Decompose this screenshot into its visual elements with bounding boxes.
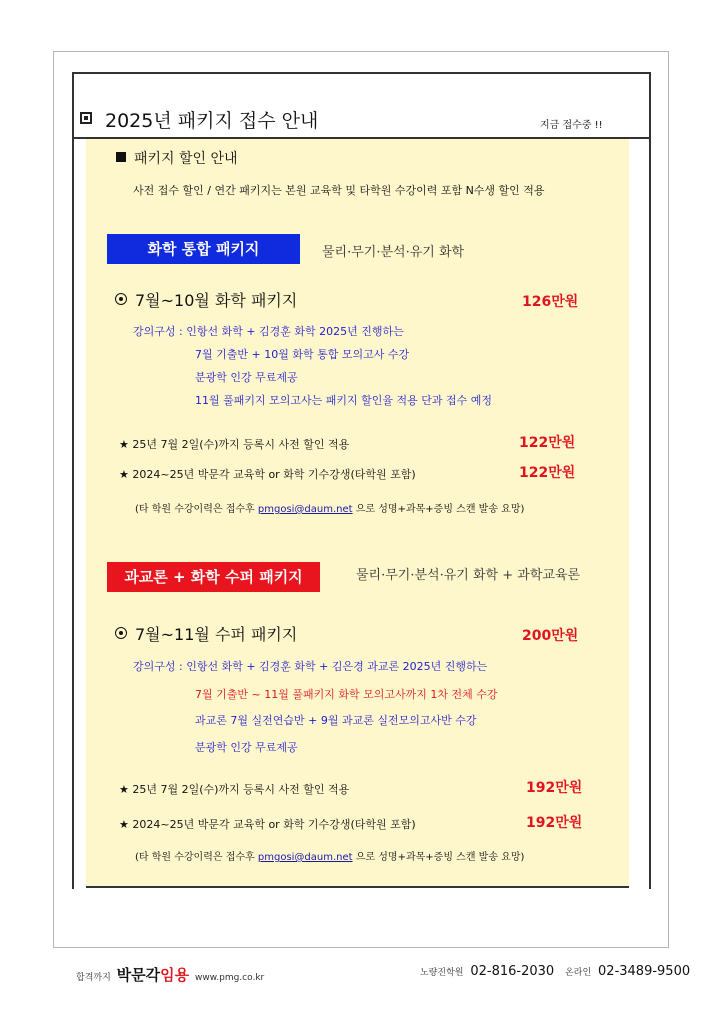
package2-banner: 과교론 + 화학 수퍼 패키지 bbox=[107, 562, 320, 592]
brand-logo bbox=[117, 966, 189, 984]
package1-line-1: 강의구성 : 인항선 화학 + 김경훈 화학 2025년 진행하는 bbox=[133, 325, 404, 338]
header-divider bbox=[72, 137, 651, 139]
package1-discount-2: ★ 2024~25년 박문각 교육학 or 화학 기수강생(타학원 포함) bbox=[119, 468, 416, 481]
package2-line-4: 분광학 인강 무료제공 bbox=[195, 741, 298, 754]
footer-url[interactable]: www.pmg.co.kr bbox=[195, 973, 265, 983]
package1-note bbox=[135, 500, 524, 515]
bottom-divider bbox=[86, 886, 629, 888]
discount-description: 사전 접수 할인 / 연간 패키지는 본원 교육학 및 타학원 수강이력 포함 N수생 할인 적용 bbox=[133, 184, 545, 197]
package2-line-2: 7월 기출반 ~ 11월 풀패키지 화학 모의고사까지 1차 전체 수강 bbox=[195, 688, 498, 701]
package1-line-4: 11월 풀패키지 모의고사는 패키지 할인율 적용 단과 접수 예정 bbox=[195, 394, 492, 407]
radio-bullet-icon bbox=[115, 627, 127, 639]
package1-line-2: 7월 기출반 + 10월 화학 통합 모의고사 수강 bbox=[195, 348, 410, 361]
email-link[interactable]: pmgosi@daum.net bbox=[257, 852, 353, 863]
brand-part1: 박문각 bbox=[116, 966, 161, 984]
note-before: (타 학원 수강이력은 접수후 bbox=[135, 504, 255, 515]
package1-discount-2-price: 122만원 bbox=[519, 465, 576, 481]
package1-discount-1-price: 122만원 bbox=[519, 435, 576, 451]
discount-text: 25년 7월 2일(수)까지 등록시 사전 할인 적용 bbox=[132, 783, 350, 796]
package2-subtitle: 물리·무기·분석·유기 화학 + 과학교육론 bbox=[356, 568, 581, 583]
note-after: 으로 성명+과목+증빙 스캔 발송 요망) bbox=[355, 504, 525, 515]
footer-brand-area bbox=[76, 964, 264, 985]
discount-heading: 패키지 할인 안내 bbox=[134, 151, 238, 167]
package1-course: 7월~10월 화학 패키지 bbox=[135, 291, 298, 310]
note-after: 으로 성명+과목+증빙 스캔 발송 요망) bbox=[355, 852, 525, 863]
status-text: 지금 접수중 !! bbox=[540, 120, 603, 131]
package2-course: 7월~11월 수퍼 패키지 bbox=[135, 625, 298, 644]
footer-contact bbox=[420, 964, 698, 979]
square-bullet-icon bbox=[116, 152, 126, 162]
package1-line-3: 분광학 인강 무료제공 bbox=[195, 371, 298, 384]
online-phone: 02-3489-9500 bbox=[598, 964, 691, 979]
title-square-icon bbox=[80, 112, 92, 124]
package2-note bbox=[135, 848, 524, 863]
discount-text: 25년 7월 2일(수)까지 등록시 사전 할인 적용 bbox=[132, 438, 350, 451]
package2-discount-2: ★ 2024~25년 박문각 교육학 or 화학 기수강생(타학원 포함) bbox=[119, 818, 416, 831]
package2-discount-1: ★ 25년 7월 2일(수)까지 등록시 사전 할인 적용 bbox=[119, 783, 350, 796]
email-link[interactable]: pmgosi@daum.net bbox=[257, 504, 353, 515]
package1-price: 126만원 bbox=[522, 294, 579, 310]
discount-text: 2024~25년 박문각 교육학 or 화학 기수강생(타학원 포함) bbox=[132, 818, 416, 831]
brand-part2: 임용 bbox=[160, 966, 190, 984]
package1-subtitle: 물리·무기·분석·유기 화학 bbox=[322, 245, 465, 260]
package2-line-1: 강의구성 : 인항선 화학 + 김경훈 화학 + 김은경 과교론 2025년 진행하는 bbox=[133, 660, 488, 673]
online-label: 온라인 bbox=[565, 968, 592, 978]
package2-discount-2-price: 192만원 bbox=[526, 815, 583, 831]
package2-discount-1-price: 192만원 bbox=[526, 780, 583, 796]
package1-banner: 화학 통합 패키지 bbox=[107, 234, 300, 264]
package2-price: 200만원 bbox=[522, 628, 579, 644]
discount-text: 2024~25년 박문각 교육학 or 화학 기수강생(타학원 포함) bbox=[132, 468, 416, 481]
package1-discount-1: ★ 25년 7월 2일(수)까지 등록시 사전 할인 적용 bbox=[119, 438, 350, 451]
note-before: (타 학원 수강이력은 접수후 bbox=[135, 852, 255, 863]
office-label: 노량진학원 bbox=[420, 968, 464, 978]
radio-bullet-icon bbox=[115, 293, 127, 305]
office-phone: 02-816-2030 bbox=[470, 964, 555, 979]
package2-line-3: 과교론 7월 실전연습반 + 9월 과교론 실전모의고사반 수강 bbox=[195, 714, 477, 727]
footer-tagline: 합격까지 bbox=[76, 973, 111, 983]
page-title: 2025년 패키지 접수 안내 bbox=[105, 110, 319, 132]
